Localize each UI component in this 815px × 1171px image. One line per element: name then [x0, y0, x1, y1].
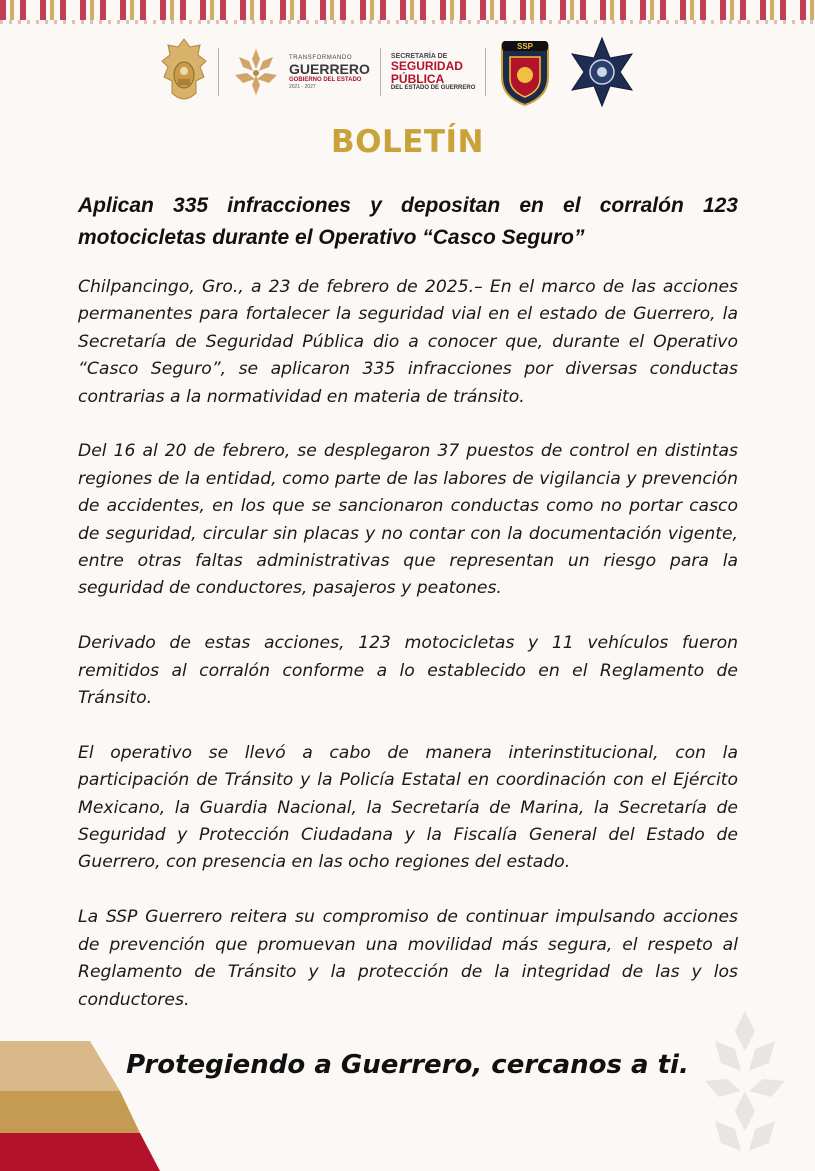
ssp-line4: DEL ESTADO DE GUERRERO	[390, 85, 476, 92]
gro-years: 2021 - 2027	[289, 83, 316, 90]
paragraph: Del 16 al 20 de febrero, se desplegaron 37 puestos de control en distintas regiones de la entidad, como parte de las labores de vigilancia y prevención de accidentes, en los que se sancionaron conductas como no portar casco de seguridad, circular sin placas y no contar con la documentación vigente, entre otras faltas administrativas que representan un riesgo para la seguridad de conductores, pasajeros y peatones.	[78, 441, 738, 599]
ssp-badge-icon	[496, 37, 554, 107]
guerrero-emblem-icon	[229, 45, 283, 99]
gro-line3: GOBIERNO DEL ESTADO	[289, 76, 362, 83]
paragraph: La SSP Guerrero reitera su compromiso de continuar impulsando acciones de prevención que promuevan una movilidad más segura, el respeto al Reglamento de Tránsito y la protección de la integridad de las y los conductores.	[78, 907, 738, 1010]
gobierno-guerrero-logo	[229, 45, 370, 99]
badge-label: SSP	[517, 42, 534, 51]
bulletin-title: BOLETÍN	[330, 124, 485, 160]
header-logos	[160, 34, 660, 110]
headline: Aplican 335 infracciones y depositan en el corralón 123 motocicletas durante el Operativo “Casco Seguro”	[78, 194, 738, 249]
article-body	[78, 274, 738, 1041]
separator	[485, 48, 486, 96]
paragraph: Derivado de estas acciones, 123 motocicletas y 11 vehículos fueron remitidos al corralón conforme a lo establecido en el Reglamento de Tránsito.	[78, 633, 738, 709]
police-star-icon	[566, 36, 638, 108]
gro-line1: TRANSFORMANDO	[289, 54, 353, 61]
ssp-logo-text	[391, 53, 475, 92]
separator	[218, 48, 219, 96]
paragraph: Chilpancingo, Gro., a 23 de febrero de 2025.– En el marco de las acciones permanentes para fortalecer la seguridad vial en el estado de Guerrero, la Secretaría de Seguridad Pública dio a conocer que, durante el Operativo “Casco Seguro”, se aplicaron 335 infracciones por diversas conductas contrarias a la normatividad en materia de tránsito.	[78, 277, 738, 407]
gro-line2: GUERRERO	[289, 60, 370, 77]
ssp-line1: SECRETARÍA DE	[390, 52, 448, 60]
tagline: Protegiendo a Guerrero, cercanos a ti.	[126, 1050, 689, 1080]
paragraph: El operativo se llevó a cabo de manera interinstitucional, con la participación de Tránsito y la Policía Estatal en coordinación con el Ejército Mexicano, la Guardia Nacional, la Secretaría de Marina, la Secretaría de Seguridad y Protección Ciudadana y la Fiscalía General del Estado de Guerrero, con presencia en las ocho regiones del estado.	[78, 742, 738, 873]
decorative-corner-right	[655, 1001, 815, 1171]
state-coat-of-arms-logo	[160, 37, 208, 107]
ssp-line3: PÚBLICA	[390, 71, 445, 86]
ssp-line2: SEGURIDAD	[390, 58, 463, 73]
decorative-top-border	[0, 0, 815, 20]
decorative-corner-left	[0, 1041, 180, 1171]
separator	[380, 48, 381, 96]
